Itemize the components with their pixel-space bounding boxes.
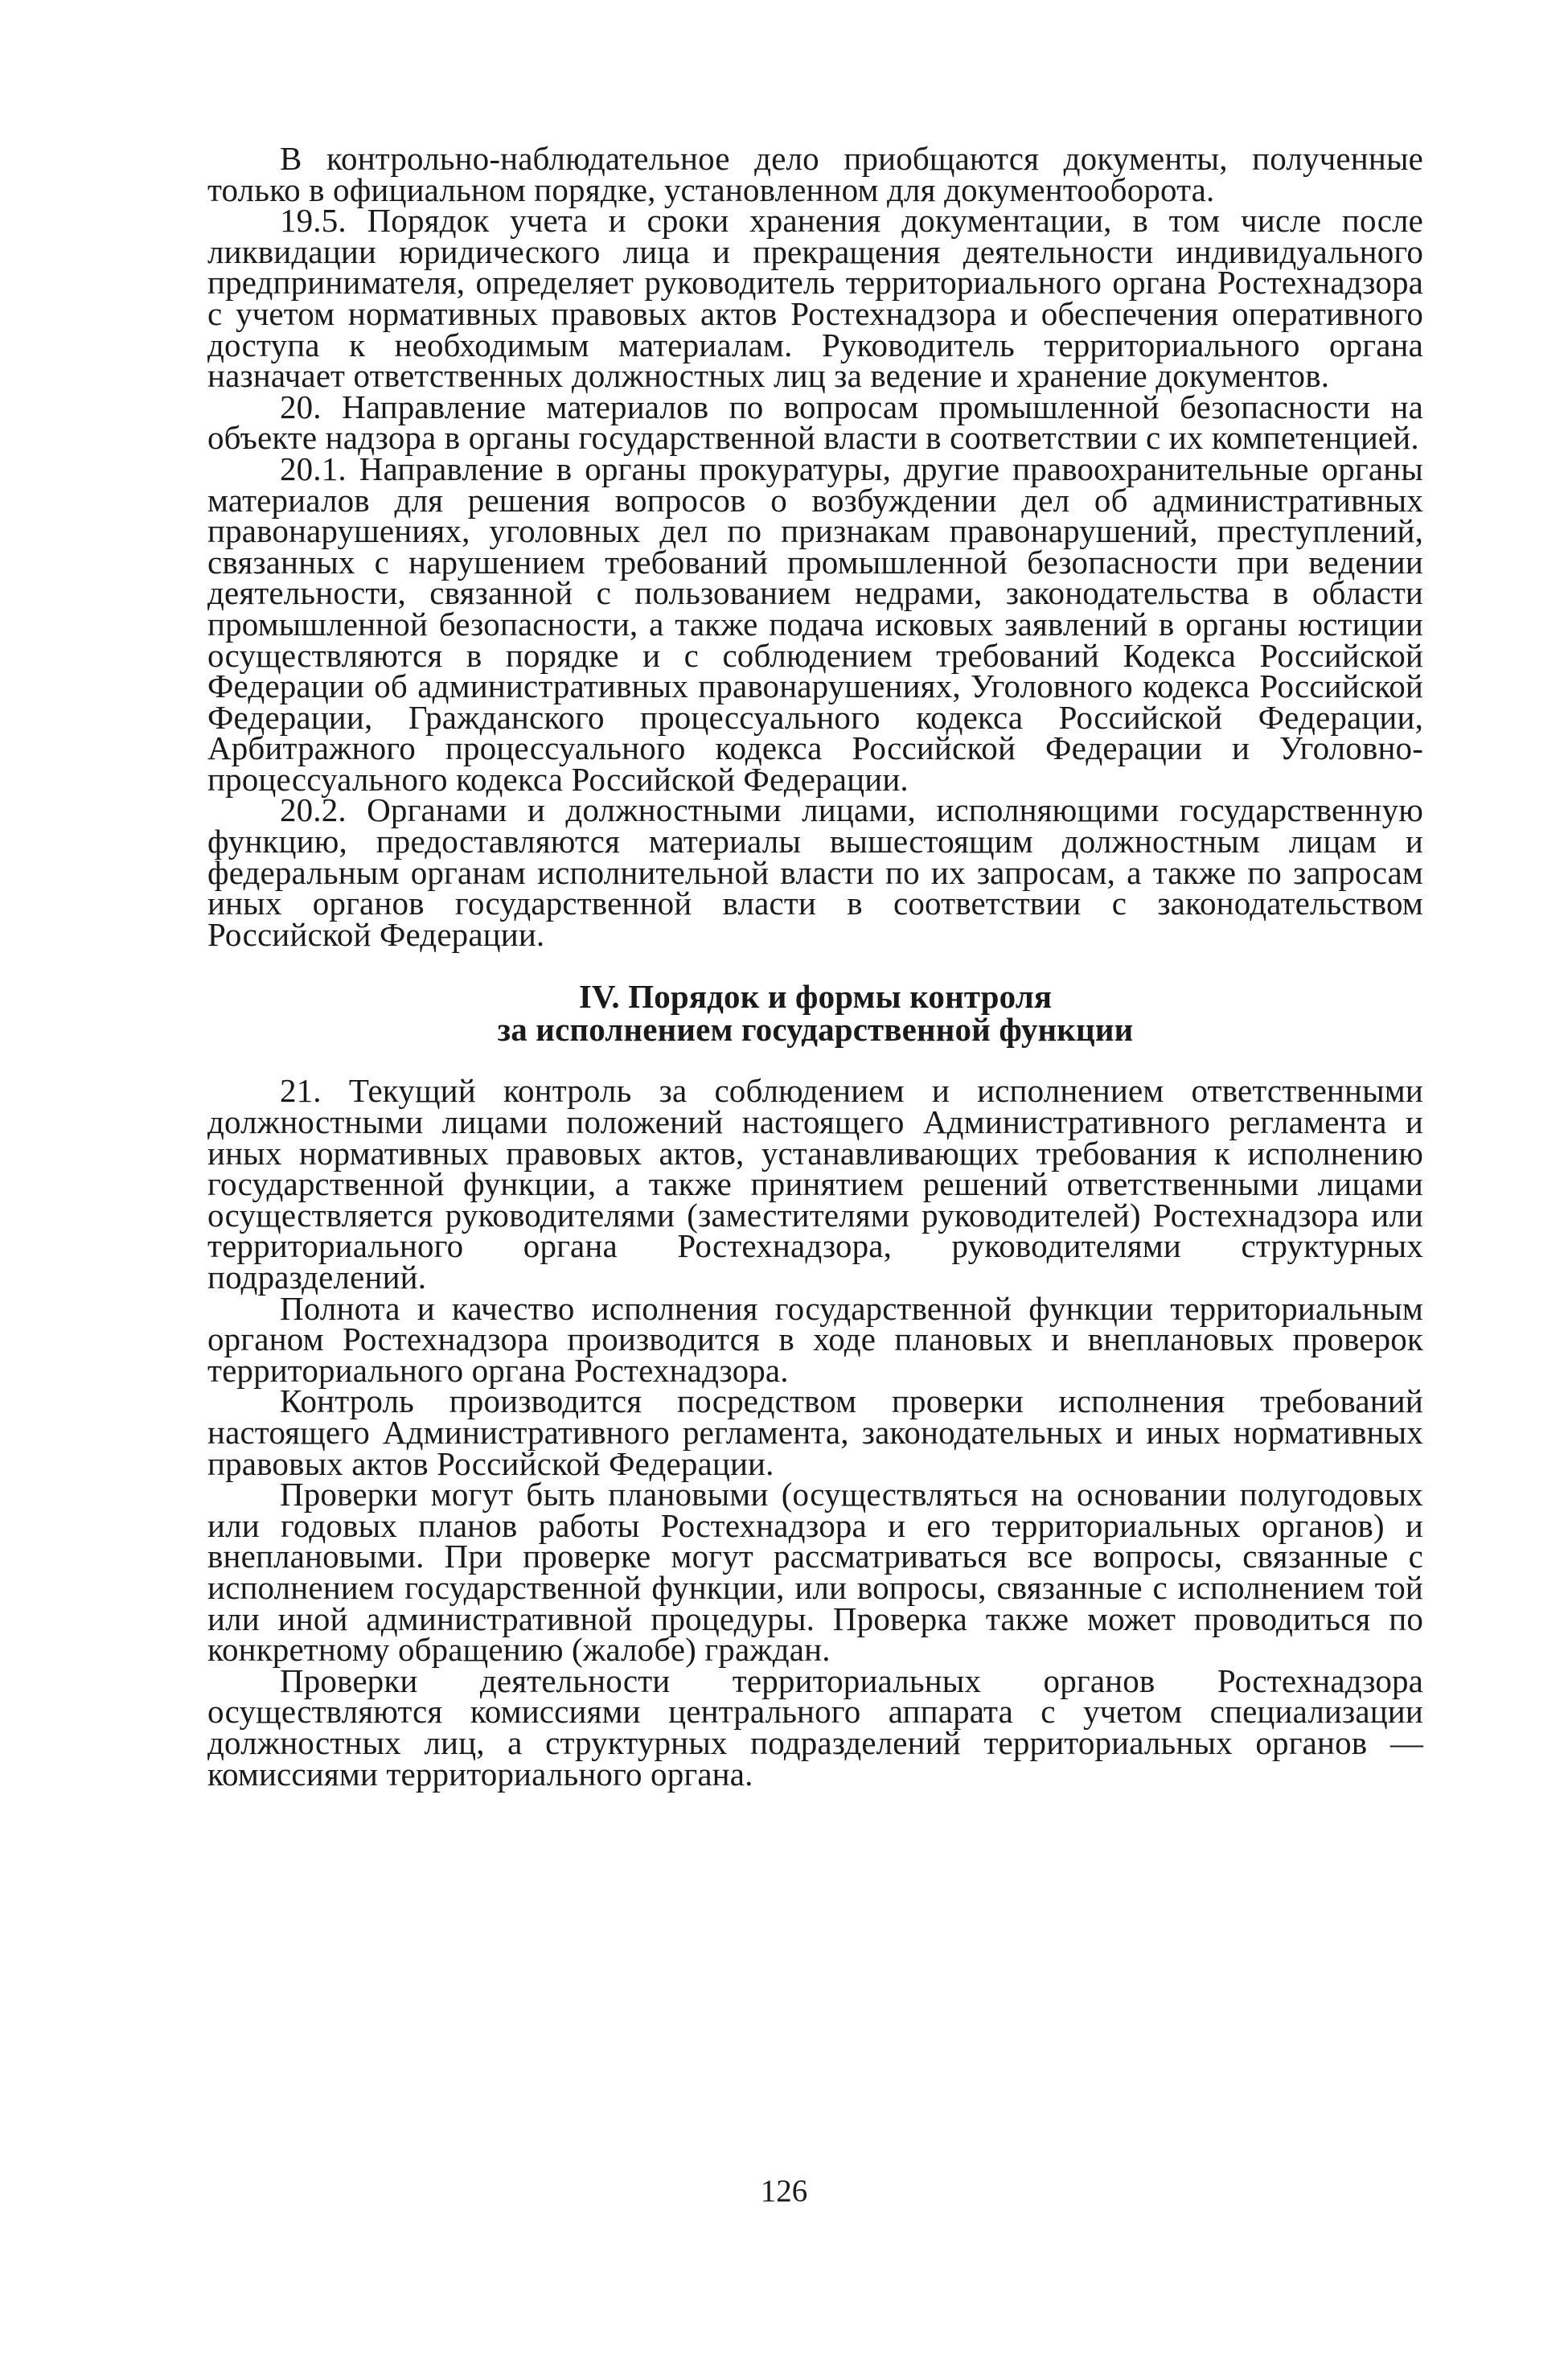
paragraph-20-2: 20.2. Органами и должностными лицами, исполняющими государственную функцию, предоставляются материалы вышестоящим должностным лицам и федеральным органам исполнительной власти по их запросам, а также по запросам иных органов государственной власти в соответствии с законодательством Российской Федерации. — [207, 791, 1423, 953]
paragraph-inspections-commissions: Проверки деятельности территориальных органов Ростехнадзора осуществляются комиссиями центрального аппарата с учетом специализации должностных лиц, а структурных подразделений территориальных органов — комиссиями территориального органа. — [207, 1661, 1423, 1793]
section-heading-line-1: IV. Порядок и формы контроля — [578, 978, 1053, 1016]
paragraph-19-5: 19.5. Порядок учета и сроки хранения документации, в том числе после ликвидации юридического лица и прекращения деятельности индивидуального предпринимателя, определяет руководитель территориального органа Ростехнадзора с учетом нормативных правовых актов Ростехнадзора и обеспечения оперативного доступа к необходимым материалам. Руководитель территориального органа назначает ответственных должностных лиц за ведение и хранение документов. — [207, 202, 1423, 395]
paragraph-21: 21. Текущий контроль за соблюдением и исполнением ответственными должностными лицами положений настоящего Административного регламента и иных нормативных правовых актов, устанавливающих требования к исполнению государственной функции, а также принятием решений ответственными лицами осуществляется руководителями (заместителями руководителей) Ростехнадзора или территориального органа Ростехнадзора, руководителями структурных подразделений. — [207, 1072, 1423, 1296]
page-number: 126 — [760, 2174, 808, 2208]
body-text — [207, 140, 1423, 1793]
paragraph-control: Контроль производится посредством проверки исполнения требований настоящего Административного регламента, законодательных и иных нормативных правовых актов Российской Федерации. — [207, 1382, 1423, 1482]
section-heading-line-2: за исполнением государственной функции — [497, 1011, 1134, 1049]
section-heading-iv — [207, 978, 1423, 1049]
paragraph-20: 20. Направление материалов по вопросам промышленной безопасности на объекте надзора в органы государственной власти в соответствии с их компетенцией. — [207, 388, 1423, 457]
paragraph-20-1: 20.1. Направление в органы прокуратуры, другие правоохранительные органы материалов для решения вопросов о возбуждении дел об административных правонарушениях, уголовных дел по признакам правонарушений, преступлений, связанных с нарушением требований промышленной безопасности при ведении деятельности, связанной с пользованием недрами, законодательства в области промышленной безопасности, а также подача исковых заявлений в органы юстиции осуществляются в порядке и с соблюдением требований Кодекса Российской Федерации об административных правонарушениях, Уголовного кодекса Российской Федерации, Гражданского процессуального кодекса Российской Федерации, Арбитражного процессуального кодекса Российской Федерации и Уголовно-процессуального кодекса Российской Федерации. — [207, 450, 1423, 798]
paragraph-completeness: Полнота и качество исполнения государственной функции территориальным органом Ростехнадзора производится в ходе плановых и внеплановых проверок территориального органа Ростехнадзора. — [207, 1289, 1423, 1389]
paragraph-inspections-types: Проверки могут быть плановыми (осуществляться на основании полугодовых или годовых планов работы Ростехнадзора и его территориальных органов) и внеплановыми. При проверке могут рассматриваться все вопросы, связанные с исполнением государственной функции, или вопросы, связанные с исполнением той или иной административной процедуры. Проверка также может проводиться по конкретному обращению (жалобе) граждан. — [207, 1476, 1423, 1669]
paragraph-case-file: В контрольно-наблюдательное дело приобщаются документы, полученные только в официальном порядке, установленном для документооборота. — [207, 140, 1423, 208]
